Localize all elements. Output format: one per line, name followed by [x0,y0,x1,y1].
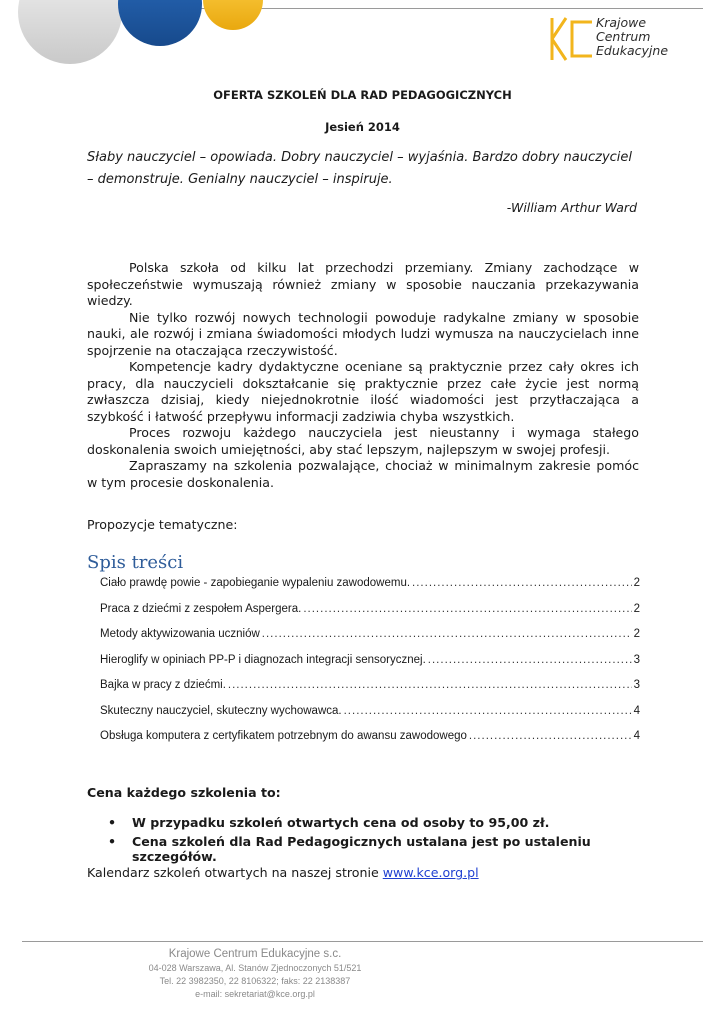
logo-line-2: Centrum [596,29,651,44]
price-bullet [108,834,648,864]
footer-company: Krajowe Centrum Edukacyjne s.c. [168,948,342,960]
calendar-line [87,865,479,880]
paragraph: Nie tylko rozwój nowych technologii powoduje radykalne zmiany w sposobie nauki, ale rozwój i zmiana świadomości młodych ludzi wymusza na nauczycielach inne spojrzenie na otaczająca rzeczywistość. [87,309,639,358]
logo-text [596,16,668,58]
price-list [108,815,648,868]
toc-leader [412,577,632,589]
paragraph: Proces rozwoju każdego nauczyciela jest nieustanny i wymaga stałego doskonalenia swoich umiejętności, aby stać lepszym, najlepszym w swojej profesji. [87,425,639,457]
toc-entry[interactable] [100,628,640,654]
toc-entry-title: Ciało prawdę powie - zapobieganie wypaleniu zawodowemu. [100,577,411,589]
toc-leader [228,679,632,691]
toc-entry-page: 3 [633,679,640,691]
footer-email: e-mail: sekretariat@kce.org.pl [195,989,315,999]
toc-leader [469,730,632,742]
blue-circle [118,0,202,46]
footer-phones: Tel. 22 3982350, 22 8106322; faks: 22 2138387 [159,976,351,986]
toc-entry-title: Bajka w pracy z dziećmi. [100,679,226,691]
price-bullet-text: Cena szkoleń dla Rad Pedagogicznych ustalana jest po ustaleniu szczegółów. [132,834,591,864]
decorative-circles [0,0,270,75]
bullet-icon: • [108,834,117,849]
toc-entry-page: 4 [633,730,640,742]
toc-title: Spis treści [87,552,184,573]
footer-address: 04-028 Warszawa, Al. Stanów Zjednoczonych 51/521 [148,963,362,973]
toc-leader [303,603,631,615]
footer [140,948,370,1001]
toc-entry-title: Metody aktywizowania uczniów [100,628,260,640]
grey-circle [18,0,122,64]
toc-entry-page: 4 [633,704,640,717]
toc-entry-page: 2 [633,602,640,615]
calendar-text: Kalendarz szkoleń otwartych na naszej stronie [87,865,383,880]
toc-entry-title: Skuteczny nauczyciel, skuteczny wychowawca. [100,704,342,717]
paragraph: Kompetencje kadry dydaktyczne oceniane są praktycznie przez cały okres ich pracy, dla nauczycieli dokształcanie się praktycznie przez całe życie jest normą zwłaszcza dzisiaj, kiedy niejednokrotnie ilość wiadomości jest przytłaczająca a szybkość i łatwość przepływu informacji zadziwia chyba wszystkich. [87,359,639,424]
toc-entry-page: 3 [633,653,640,666]
toc-entry[interactable] [100,705,640,731]
website-link[interactable]: www.kce.org.pl [382,865,479,880]
toc-leader [344,705,632,717]
footer-divider [22,941,703,942]
toc-entry[interactable] [100,603,640,629]
document-subtitle: Jesień 2014 [325,120,400,134]
bullet-icon: • [108,815,117,830]
paragraph: Polska szkoła od kilku lat przechodzi przemiany. Zmiany zachodzące w społeczeństwie wymuszają również zmiany w sposobie nauczania przekazywania wiedzy. [87,260,639,308]
toc-entry-page: 2 [633,577,640,589]
table-of-contents [100,577,640,756]
paragraph: Zapraszamy na szkolenia pozwalające, chociaż w minimalnym zakresie pomóc w tym procesie doskonalenia. [87,458,639,490]
toc-leader [262,628,632,640]
proposals-label: Propozycje tematyczne: [87,517,238,532]
toc-entry-page: 2 [633,628,640,640]
toc-entry[interactable] [100,679,640,705]
quote-text: Słaby nauczyciel – opowiada. Dobry nauczyciel – wyjaśnia. Bardzo dobry nauczyciel – demonstruje. Genialny nauczyciel – inspiruje. [87,150,633,187]
logo-line-1: Krajowe [596,15,647,30]
intro-body [87,260,639,491]
price-title: Cena każdego szkolenia to: [87,785,281,800]
toc-entry-title: Hieroglify w opiniach PP-P i diagnozach integracji sensorycznej. [100,653,426,666]
toc-entry-title: Praca z dziećmi z zespołem Aspergera. [100,602,302,615]
toc-leader [428,654,632,666]
price-bullet-text: W przypadku szkoleń otwartych cena od osoby to 95,00 zł. [132,815,550,830]
toc-entry-title: Obsługa komputera z certyfikatem potrzebnym do awansu zawodowego [100,730,467,742]
toc-entry[interactable] [100,730,640,756]
toc-entry[interactable] [100,654,640,680]
document-title: OFERTA SZKOLEŃ DLA RAD PEDAGOGICZNYCH [213,88,512,102]
price-bullet [108,815,648,830]
toc-entry[interactable] [100,577,640,603]
quote-author: -William Arthur Ward [506,200,637,215]
logo-line-3: Edukacyjne [596,43,669,58]
yellow-circle [203,0,263,30]
